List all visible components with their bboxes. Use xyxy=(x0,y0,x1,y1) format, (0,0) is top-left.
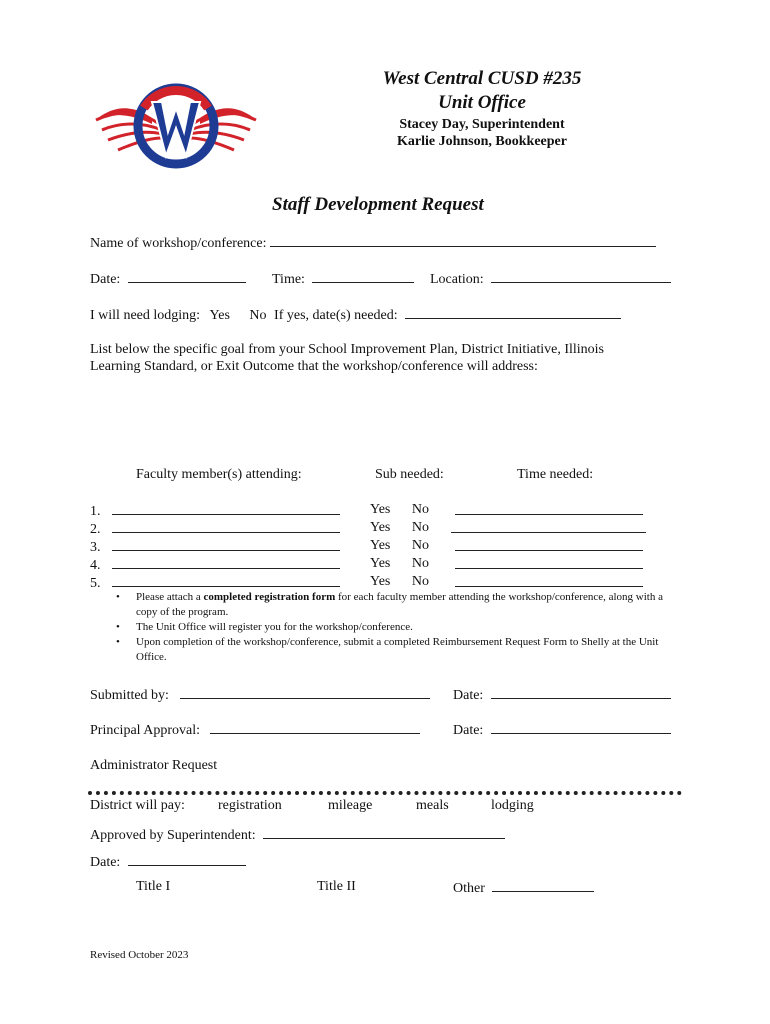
goal-text-line-1: List below the specific goal from your School Improvement Plan, District Initiative, Illinois xyxy=(90,342,605,357)
date-row xyxy=(90,270,246,288)
time-needed-input[interactable] xyxy=(455,556,643,569)
principal-label: Principal Approval: xyxy=(90,723,201,738)
date-input[interactable] xyxy=(128,270,246,283)
row-number: 3. xyxy=(90,540,101,555)
date-label: Date: xyxy=(90,272,121,287)
administrator-request-heading: Administrator Request xyxy=(90,758,218,773)
lodging-no-option[interactable]: No xyxy=(249,308,267,323)
superintendent-approval-row xyxy=(90,826,505,844)
faculty-name-input[interactable] xyxy=(112,520,340,533)
bullet-glyph: • xyxy=(116,636,120,648)
time-needed-input[interactable] xyxy=(455,538,643,551)
instruction-item: • The Unit Office will register you for the workshop/conference. xyxy=(116,621,413,633)
superintendent-approval-label: Approved by Superintendent: xyxy=(90,828,256,843)
principal-date-label: Date: xyxy=(453,723,484,738)
time-row xyxy=(272,270,414,288)
admin-date-label: Date: xyxy=(90,855,121,870)
goal-text-line-2: Learning Standard, or Exit Outcome that the workshop/conference will address: xyxy=(90,359,538,374)
workshop-row xyxy=(90,234,656,252)
admin-date-input[interactable] xyxy=(128,853,246,866)
other-input[interactable] xyxy=(492,879,594,892)
sub-yes-option[interactable]: Yes xyxy=(370,520,391,535)
submitted-date-row xyxy=(453,686,671,704)
workshop-input[interactable] xyxy=(270,234,656,247)
w-winged-logo-icon xyxy=(92,78,260,174)
principal-date-input[interactable] xyxy=(491,721,671,734)
location-input[interactable] xyxy=(491,270,671,283)
sub-options xyxy=(370,538,429,554)
faculty-name-input[interactable] xyxy=(112,538,340,551)
lodging-row xyxy=(90,306,621,324)
title-ii-option[interactable]: Title II xyxy=(317,879,356,894)
row-number: 1. xyxy=(90,504,101,519)
sub-no-option[interactable]: No xyxy=(411,502,429,517)
sub-options xyxy=(370,574,429,590)
dotted-divider xyxy=(88,791,682,795)
submitted-by-label: Submitted by: xyxy=(90,688,169,703)
lodging-label: I will need lodging: xyxy=(90,308,201,323)
row-number: 2. xyxy=(90,522,101,537)
admin-date-row xyxy=(90,853,246,871)
faculty-column-header: Faculty member(s) attending: xyxy=(136,467,302,482)
time-needed-input[interactable] xyxy=(451,520,646,533)
principal-input[interactable] xyxy=(210,721,420,734)
sub-options xyxy=(370,502,429,518)
time-needed-input[interactable] xyxy=(455,502,643,515)
submitted-date-input[interactable] xyxy=(491,686,671,699)
time-label: Time: xyxy=(272,272,305,287)
row-number: 4. xyxy=(90,558,101,573)
time-needed-input[interactable] xyxy=(455,574,643,587)
other-label: Other xyxy=(453,881,485,896)
instruction-item: • Upon completion of the workshop/conference, submit a completed Reimbursement Request Form to Shelly at the Unit Office. xyxy=(116,636,659,663)
faculty-row xyxy=(90,502,340,520)
office-name: Unit Office xyxy=(438,92,526,113)
time-column-header: Time needed: xyxy=(517,467,594,482)
lodging-dates-input[interactable] xyxy=(405,306,621,319)
bullet-glyph: • xyxy=(116,621,120,633)
lodging-dates-label: If yes, date(s) needed: xyxy=(274,308,398,323)
district-pay-label: District will pay: xyxy=(90,798,185,813)
principal-row xyxy=(90,721,420,739)
faculty-row xyxy=(90,538,340,556)
superintendent-name: Stacey Day, Superintendent xyxy=(399,117,565,132)
meals-option[interactable]: meals xyxy=(416,798,449,813)
submitted-date-label: Date: xyxy=(453,688,484,703)
row-number: 5. xyxy=(90,576,101,591)
registration-form-emphasis: completed registration form xyxy=(203,591,336,603)
location-row xyxy=(430,270,671,288)
bookkeeper-name: Karlie Johnson, Bookkeeper xyxy=(397,134,567,149)
sub-no-option[interactable]: No xyxy=(411,520,429,535)
time-input[interactable] xyxy=(312,270,414,283)
registration-option[interactable]: registration xyxy=(218,798,282,813)
workshop-label: Name of workshop/conference: xyxy=(90,236,267,251)
faculty-row xyxy=(90,520,340,538)
title-i-option[interactable]: Title I xyxy=(136,879,171,894)
revised-date: Revised October 2023 xyxy=(90,949,189,961)
instruction-list xyxy=(112,590,682,665)
principal-date-row xyxy=(453,721,671,739)
sub-column-header: Sub needed: xyxy=(375,467,444,482)
superintendent-approval-input[interactable] xyxy=(263,826,505,839)
sub-yes-option[interactable]: Yes xyxy=(370,502,391,517)
form-title: Staff Development Request xyxy=(272,194,484,215)
sub-options xyxy=(370,520,429,536)
submitted-by-input[interactable] xyxy=(180,686,430,699)
lodging-option[interactable]: lodging xyxy=(491,798,534,813)
mileage-option[interactable]: mileage xyxy=(328,798,373,813)
district-name: West Central CUSD #235 xyxy=(382,68,582,89)
submitted-by-row xyxy=(90,686,430,704)
faculty-name-input[interactable] xyxy=(112,556,340,569)
sub-yes-option[interactable]: Yes xyxy=(370,556,391,571)
location-label: Location: xyxy=(430,272,484,287)
faculty-name-input[interactable] xyxy=(112,502,340,515)
sub-no-option[interactable]: No xyxy=(411,574,429,589)
lodging-yes-option[interactable]: Yes xyxy=(209,308,230,323)
sub-no-option[interactable]: No xyxy=(411,556,429,571)
sub-options xyxy=(370,556,429,572)
faculty-name-input[interactable] xyxy=(112,574,340,587)
instruction-item: • Please attach a completed registration form for each faculty member attending the workshop/conference, along with a copy of the program. xyxy=(116,591,663,618)
sub-yes-option[interactable]: Yes xyxy=(370,538,391,553)
sub-no-option[interactable]: No xyxy=(411,538,429,553)
sub-yes-option[interactable]: Yes xyxy=(370,574,391,589)
bullet-glyph: • xyxy=(116,591,120,603)
faculty-row xyxy=(90,556,340,574)
other-row xyxy=(453,879,594,897)
